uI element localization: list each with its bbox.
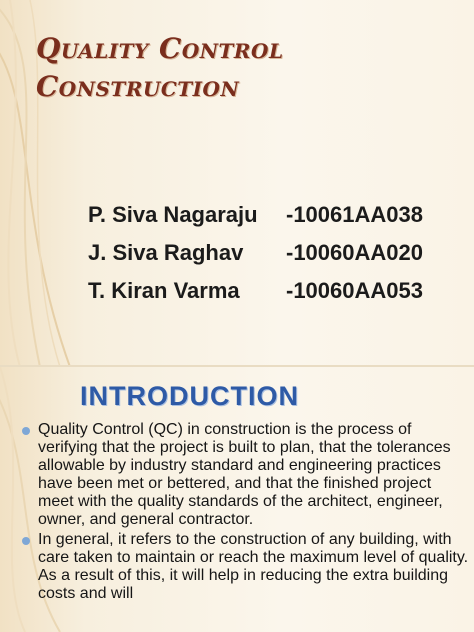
author-name: P. Siva Nagaraju [88, 202, 258, 227]
list-item [20, 421, 470, 529]
bullet-icon [22, 537, 30, 545]
author-roll: -10060AA053 [286, 278, 423, 303]
author-roll: -10061AA038 [286, 202, 423, 227]
introduction-slide [0, 367, 474, 632]
bullet-text: In general, it refers to the construction of any building, with care taken to maintain or reach the maximum level of quality. As a result of this, it will help in reducing the extra building costs and will [38, 531, 469, 602]
title-line-1: Quality Control [36, 32, 284, 65]
bullet-icon [22, 427, 30, 435]
author-name: T. Kiran Varma [88, 278, 240, 303]
section-heading: INTRODUCTION [80, 381, 299, 411]
title-line-2: Construction [36, 70, 240, 103]
bullet-list [20, 421, 470, 605]
slide-title [36, 30, 284, 106]
author-row [88, 234, 423, 272]
author-name: J. Siva Raghav [88, 240, 244, 265]
author-row [88, 272, 423, 310]
author-list [88, 196, 423, 310]
list-item [20, 531, 470, 603]
bullet-text: Quality Control (QC) in construction is the process of verifying that the project is built to plan, that the tolerances allowable by industry standard and engineering practices have been met or bettered, and that the finished project meet with the quality standards of the architect, engineer, owner, and general contractor. [38, 421, 451, 528]
author-row [88, 196, 423, 234]
author-roll: -10060AA020 [286, 240, 423, 265]
